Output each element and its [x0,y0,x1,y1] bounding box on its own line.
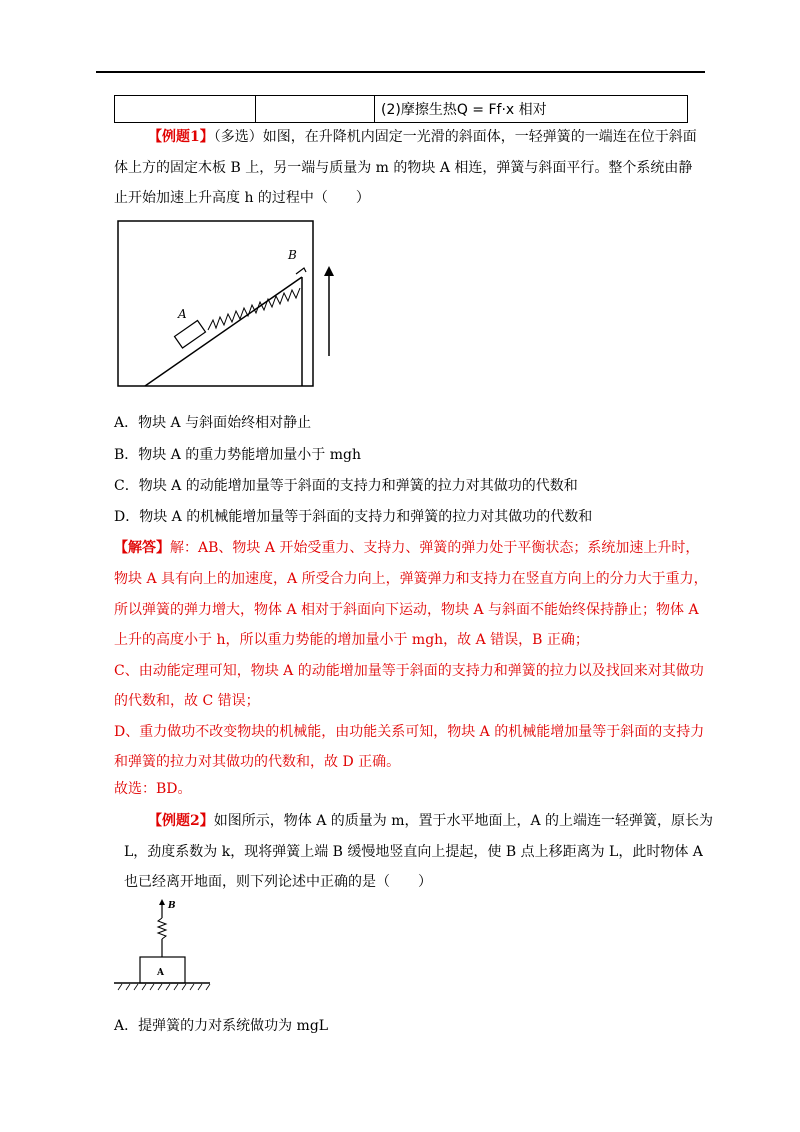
example1-line1: 【例题1】（多选）如图，在升降机内固定一光滑的斜面体，一轻弹簧的一端连在位于斜面 [148,129,697,145]
label-b: B [288,248,297,262]
example1-option-b: B．物块 A 的重力势能增加量小于 mgh [114,447,362,463]
label-b: B [168,901,176,911]
label-a: A [178,307,187,321]
answer1-line1: 【解答】解：AB、物块 A 开始受重力、支持力、弹簧的弹力处于平衡状态；系统加速上升时， [114,540,700,556]
answer1-line3: 所以弹簧的弹力增大，物体 A 相对于斜面向下运动，物块 A 与斜面不能始终保持静止；物体 A [114,602,699,618]
answer1-line6: 的代数和，故 C 错误； [114,693,260,709]
elevator-incline-figure [112,214,348,390]
answer-tag: 【解答】 [114,540,170,556]
label-a: A [157,968,164,978]
table-cell-empty-2 [256,96,375,123]
spring-block-figure [112,896,212,994]
answer1-line4: 上升的高度小于 h，所以重力势能的增加量小于 mgh，故 A 错误，B 正确； [114,632,589,648]
example1-line2: 体上方的固定木板 B 上，另一端与质量为 m 的物块 A 相连，弹簧与斜面平行。整个系统由静 [114,160,693,176]
example2-line1: 【例题2】如图所示，物体 A 的质量为 m，置于水平地面上，A 的上端连一轻弹簧，原长为 [148,813,714,829]
answer1-line7: D、重力做功不改变物块的机械能，由功能关系可知，物块 A 的机械能增加量等于斜面的支持力 [114,724,705,740]
example1-option-d: D．物块 A 的机械能增加量等于斜面的支持力和弹簧的拉力对其做功的代数和 [114,509,593,525]
example2-line3: 也已经离开地面，则下列论述中正确的是（ ） [124,874,432,890]
table-cell-friction-heat: (2)摩擦生热Q = Ff·x 相对 [375,96,688,123]
example2-line2: L，劲度系数为 k，现将弹簧上端 B 缓慢地竖直向上提起，使 B 点上移距离为 L，此时物体 A [124,844,703,860]
table-cell-empty-1 [115,96,256,123]
answer1-line9: 故选：BD。 [114,781,192,797]
answer1-line2: 物块 A 具有向上的加速度，A 所受合力向上，弹簧弹力和支持力在竖直方向上的分力大于重力， [114,571,708,587]
answer1-line5: C、由动能定理可知，物块 A 的动能增加量等于斜面的支持力和弹簧的拉力以及找回来对其做功 [114,663,704,679]
example2-option-a: A．提弹簧的力对系统做功为 mgL [114,1018,329,1034]
summary-table-row [114,95,688,123]
example2-tag: 【例题2】 [148,813,214,829]
header-rule [96,71,705,73]
example1-option-c: C．物块 A 的动能增加量等于斜面的支持力和弹簧的拉力对其做功的代数和 [114,478,578,494]
example1-tag: 【例题1】 [148,129,214,145]
example1-option-a: A．物块 A 与斜面始终相对静止 [114,415,312,431]
example1-line3: 止开始加速上升高度 h 的过程中（ ） [114,190,370,206]
answer1-line8: 和弹簧的拉力对其做功的代数和，故 D 正确。 [114,754,401,770]
